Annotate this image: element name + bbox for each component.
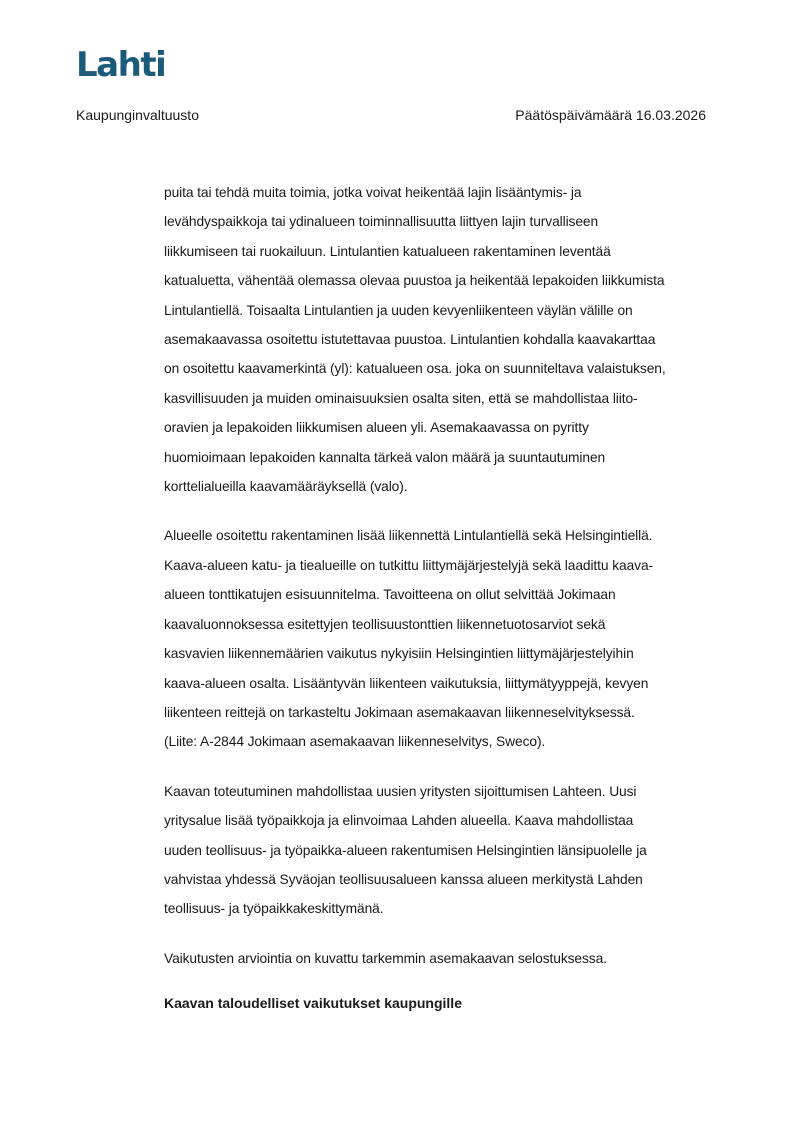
text-line: kasvillisuuden ja muiden ominaisuuksien osalta siten, että se mahdollistaa liito-: [164, 390, 638, 406]
text-line: Kaava-alueen katu- ja tiealueille on tutkittu liittymäjärjestelyjä sekä laadittu kaava-: [164, 557, 654, 573]
logo-text: Lahti: [76, 46, 166, 80]
text-line: on osoitettu kaavamerkintä (yl): katualueen osa. joka on suunniteltava valaistuksen,: [164, 361, 666, 377]
text-line: Alueelle osoitettu rakentaminen lisää liikennettä Lintulantiellä sekä Helsingintiellä.: [164, 528, 653, 544]
text-line: asemakaavassa osoitettu istutettavaa puustoa. Lintulantien kohdalla kaavakarttaa: [164, 332, 656, 348]
text-line: Vaikutusten arviointia on kuvattu tarkemmin asemakaavan selostuksessa.: [164, 950, 607, 966]
text-line: katualuetta, vähentää olemassa olevaa puustoa ja heikentää lepakoiden liikkumista: [164, 273, 665, 289]
section-heading: Kaavan taloudelliset vaikutukset kaupungille: [164, 995, 462, 1012]
text-line: liikenteen reittejä on tarkasteltu Jokimaan asemakaavan liikenneselvityksessä.: [164, 704, 635, 720]
paragraph-2: [164, 521, 719, 756]
text-line: kaavaluonnoksessa esitettyjen teollisuustonttien liikennetuotosarviot sekä: [164, 616, 606, 632]
text-line: yritysalue lisää työpaikkoja ja elinvoimaa Lahden alueella. Kaava mahdollistaa: [164, 813, 634, 829]
organization-label: Kaupunginvaltuusto: [76, 107, 199, 123]
text-line: alueen tonttikatujen esisuunnitelma. Tavoitteena on ollut selvittää Jokimaan: [164, 587, 616, 603]
lahti-logo: [76, 46, 166, 80]
text-line: (Liite: A-2844 Jokimaan asemakaavan liikenneselvitys, Sweco).: [164, 734, 546, 750]
text-line: puita tai tehdä muita toimia, jotka voivat heikentää lajin lisääntymis- ja: [164, 185, 582, 200]
text-line: kasvavien liikennemäärien vaikutus nykyisiin Helsingintien liittymäjärjestelyihin: [164, 646, 634, 662]
text-line: levähdyspaikkoja tai ydinalueen toiminnallisuutta liittyen lajin turvalliseen: [164, 214, 599, 230]
document-body: [164, 178, 719, 1018]
text-line: korttelialueilla kaavamääräyksellä (valo).: [164, 479, 408, 495]
decision-date: Päätöspäivämäärä 16.03.2026: [515, 107, 706, 123]
text-line: Kaavan toteutuminen mahdollistaa uusien yritysten sijoittumisen Lahteen. Uusi: [164, 783, 637, 799]
text-line: liikkumiseen tai ruokailuun. Lintulantien katualueen rakentaminen leventää: [164, 243, 611, 259]
text-line: teollisuus- ja työpaikkakeskittymänä.: [164, 901, 384, 917]
paragraph-1: [164, 178, 719, 501]
text-line: oravien ja lepakoiden liikkumisen alueen yli. Asemakaavassa on pyritty: [164, 420, 589, 436]
text-line: Lintulantiellä. Toisaalta Lintulantien ja uuden kevyenliikenteen väylän välille on: [164, 302, 633, 318]
text-line: vahvistaa yhdessä Syväojan teollisuusalueen kanssa alueen merkitystä Lahden: [164, 871, 643, 887]
text-line: huomioimaan lepakoiden kannalta tärkeä valon määrä ja suuntautuminen: [164, 449, 606, 465]
paragraph-4: [164, 944, 719, 973]
paragraph-3: [164, 777, 719, 924]
text-line: uuden teollisuus- ja työpaikka-alueen rakentumisen Helsingintien länsipuolelle ja: [164, 842, 647, 858]
text-line: kaava-alueen osalta. Lisääntyvän liikenteen vaikutuksia, liittymätyyppejä, kevyen: [164, 675, 649, 691]
